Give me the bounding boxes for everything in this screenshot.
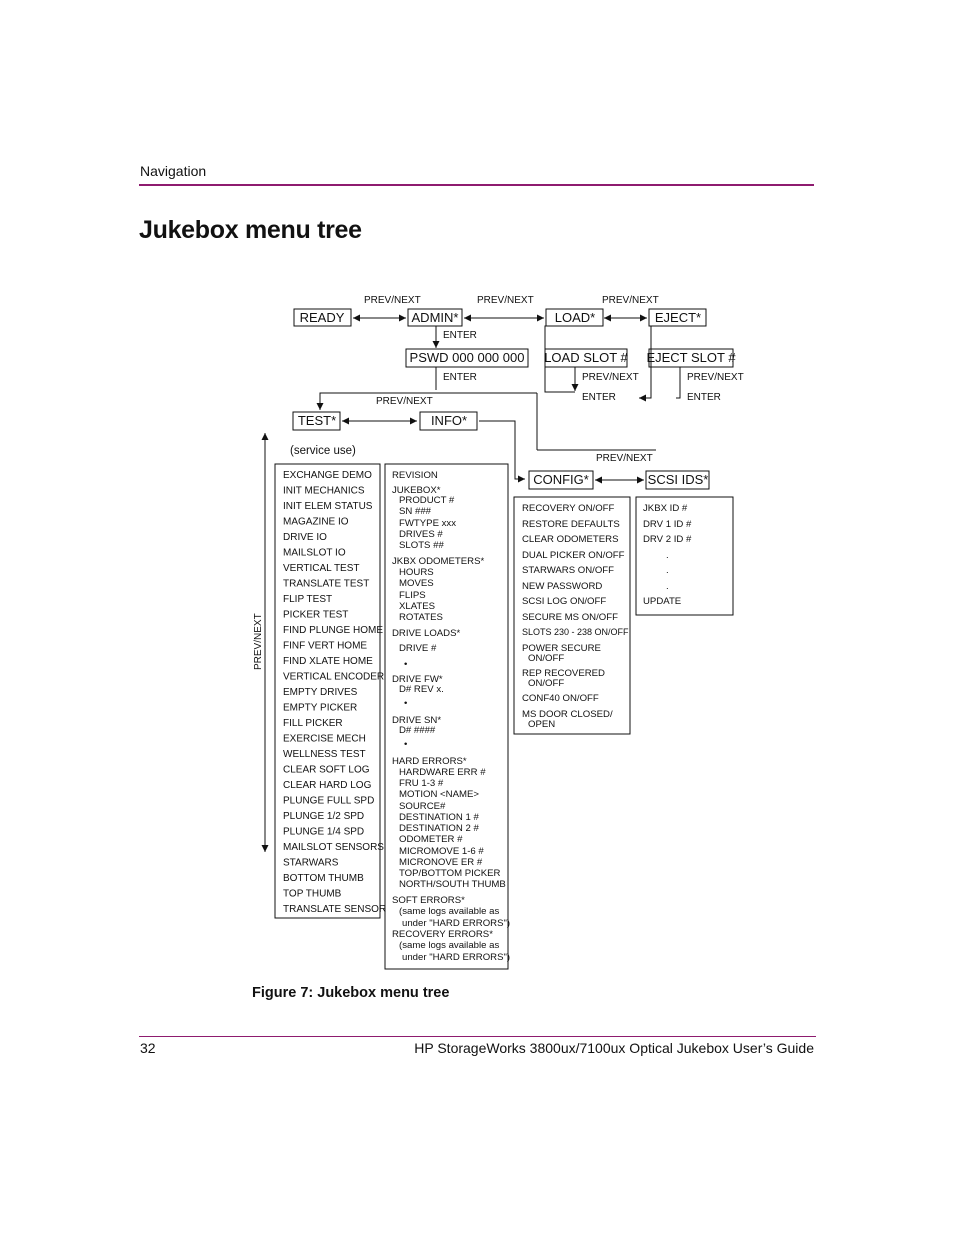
label-enter-admin: ENTER [443, 330, 477, 341]
config-list-item: MS DOOR CLOSED/ [522, 709, 613, 720]
label-prev-next-vertical: PREV/NEXT [253, 613, 264, 670]
test-list-item: EMPTY PICKER [283, 702, 358, 714]
label-prev-next-load: PREV/NEXT [582, 372, 639, 383]
page-title: Jukebox menu tree [139, 216, 362, 244]
test-list-item: INIT ELEM STATUS [283, 501, 373, 512]
config-list-item: SCSI LOG ON/OFF [522, 596, 607, 607]
info-list-item: SN ### [399, 506, 431, 517]
info-list-item: JKBX ODOMETERS* [392, 556, 485, 567]
scsi-list-item: DRV 2 ID # [643, 534, 692, 545]
info-list-item: HARDWARE ERR # [399, 767, 486, 778]
info-list-item: D# #### [399, 725, 436, 736]
config-list-item: SECURE MS ON/OFF [522, 612, 618, 623]
config-list-item: RECOVERY ON/OFF [522, 503, 615, 514]
info-list-item: PRODUCT # [399, 495, 455, 506]
test-list-item: MAILSLOT IO [283, 547, 346, 559]
test-list-item: WELLNESS TEST [283, 749, 366, 760]
label-prev-next-3: PREV/NEXT [602, 295, 659, 306]
info-list-item: under "HARD ERRORS") [402, 952, 511, 963]
test-list-item: STARWARS [283, 857, 339, 869]
test-list-item: FINF VERT HOME [283, 640, 368, 652]
scsi-list-item: UPDATE [643, 596, 682, 607]
label-prev-next-config: PREV/NEXT [596, 453, 653, 464]
info-items [392, 470, 510, 963]
section-header: Navigation [140, 163, 207, 179]
test-list-item: TRANSLATE TEST [283, 578, 370, 590]
info-list-item: JUKEBOX* [392, 485, 441, 496]
info-list-item: HARD ERRORS* [392, 756, 467, 767]
label-enter-eject: ENTER [687, 392, 721, 403]
config-items [522, 503, 629, 730]
node-config: CONFIG* [533, 472, 589, 487]
test-list-item: TRANSLATE SENSOR [283, 904, 387, 915]
info-list-item: FRU 1-3 # [399, 778, 444, 789]
info-list-item: • [404, 659, 408, 670]
info-list-item: DESTINATION 2 # [399, 823, 479, 834]
test-list-item: EMPTY DRIVES [283, 687, 358, 698]
info-list-item: MICROMOVE 1-6 # [399, 846, 484, 857]
label-prev-next-eject: PREV/NEXT [687, 372, 744, 383]
config-list-item: ON/OFF [528, 678, 565, 689]
info-list-item: DRIVES # [399, 529, 443, 540]
config-list-item: OPEN [528, 719, 556, 730]
scsi-list-item: . [666, 565, 669, 576]
info-list-item: • [404, 739, 408, 750]
info-list-item: (same logs available as [399, 940, 500, 951]
info-list-item: TOP/BOTTOM PICKER [399, 868, 501, 879]
node-eject-slot: EJECT SLOT # [646, 350, 736, 365]
node-load: LOAD* [554, 310, 596, 325]
figure-caption: Figure 7: Jukebox menu tree [252, 985, 450, 1001]
scsi-list-item: DRV 1 ID # [643, 519, 692, 530]
info-list-item: HOURS [399, 567, 434, 578]
node-info: INFO* [430, 413, 468, 428]
label-prev-next-test: PREV/NEXT [376, 396, 433, 407]
node-eject: EJECT* [654, 310, 702, 325]
config-list-item: ON/OFF [528, 653, 565, 664]
test-list-item: TOP THUMB [283, 888, 342, 900]
test-list-item: MAGAZINE IO [283, 516, 349, 528]
info-list-item: MICRONOVE ER # [399, 857, 483, 868]
scsi-list-item: . [666, 581, 669, 592]
test-list-item: DRIVE IO [283, 532, 327, 543]
config-list-item: NEW PASSWORD [522, 581, 603, 592]
config-list-item: STARWARS ON/OFF [522, 565, 615, 576]
info-list-item: D# REV x. [399, 684, 444, 695]
info-list-item: ODOMETER # [399, 834, 463, 845]
guide-title: HP StorageWorks 3800ux/7100ux Optical Jukebox User’s Guide [414, 1040, 814, 1056]
info-list-item: RECOVERY ERRORS* [392, 929, 493, 940]
test-list-item: EXERCISE MECH [283, 733, 366, 745]
info-list-item: FWTYPE xxx [399, 518, 457, 529]
config-list-item: REP RECOVERED [522, 668, 605, 679]
test-list-item: CLEAR SOFT LOG [283, 764, 370, 776]
info-list-item: FLIPS [399, 590, 426, 601]
test-list-item: VERTICAL ENCODER [283, 671, 385, 683]
info-list-item: • [404, 698, 408, 709]
info-list-item: DESTINATION 1 # [399, 812, 479, 823]
node-test: TEST* [297, 413, 337, 428]
config-list-item: POWER SECURE [522, 643, 601, 654]
test-list-item: VERTICAL TEST [283, 563, 360, 574]
node-load-slot: LOAD SLOT # [544, 350, 628, 365]
info-list-item: SOFT ERRORS* [392, 895, 465, 906]
config-list-item: CLEAR ODOMETERS [522, 534, 619, 545]
test-list-item: MAILSLOT SENSORS [283, 842, 384, 853]
info-list-item: DRIVE # [399, 643, 437, 654]
config-list-item: DUAL PICKER ON/OFF [522, 550, 625, 561]
info-list-item: SOURCE# [399, 801, 446, 812]
edge-ejectslot-enter [676, 367, 680, 398]
node-admin: ADMIN* [411, 310, 459, 325]
label-enter-load: ENTER [582, 392, 616, 403]
scsi-list-item: JKBX ID # [643, 503, 688, 514]
edge-info-config [479, 421, 525, 479]
test-list-item: FILL PICKER [283, 718, 343, 729]
test-items [283, 470, 386, 915]
label-prev-next-1: PREV/NEXT [364, 295, 421, 306]
test-list-item: CLEAR HARD LOG [283, 780, 372, 791]
info-list-item: DRIVE SN* [392, 715, 442, 726]
config-list-item: CONF40 ON/OFF [522, 693, 599, 704]
test-list-item: PLUNGE 1/2 SPD [283, 811, 365, 822]
info-list-item: SLOTS ## [399, 540, 444, 551]
node-ready: READY [299, 310, 345, 325]
scsi-items [643, 503, 692, 607]
info-list-item: DRIVE LOADS* [392, 628, 461, 639]
test-list-item: INIT MECHANICS [283, 485, 365, 497]
label-prev-next-2: PREV/NEXT [477, 295, 534, 306]
scsi-list-item: . [666, 550, 669, 561]
page-number: 32 [140, 1040, 156, 1056]
node-scsi-ids: SCSI IDS* [647, 472, 709, 487]
test-list-item: FIND XLATE HOME [283, 656, 373, 667]
info-list-item: MOTION <NAME> [399, 789, 479, 800]
info-list-item: REVISION [392, 470, 438, 481]
info-list-item: DRIVE FW* [392, 674, 443, 685]
test-list-item: PLUNGE 1/4 SPD [283, 826, 365, 838]
test-list-item: FLIP TEST [283, 594, 333, 605]
test-list-item: BOTTOM THUMB [283, 873, 364, 884]
info-list-item: ROTATES [399, 612, 443, 623]
footer-rule [139, 1036, 816, 1037]
node-pswd: PSWD 000 000 000 [409, 350, 525, 365]
info-list-item: under "HARD ERRORS") [402, 918, 511, 929]
service-use-note: (service use) [290, 445, 356, 457]
info-list-item: MOVES [399, 578, 434, 589]
test-list-item: PICKER TEST [283, 609, 349, 621]
config-list-item: SLOTS 230 - 238 ON/OFF [522, 627, 629, 637]
info-list-item: XLATES [399, 601, 436, 612]
test-list-item: FIND PLUNGE HOME [283, 625, 384, 636]
config-list-item: RESTORE DEFAULTS [522, 519, 620, 530]
test-list-item: PLUNGE FULL SPD [283, 795, 375, 807]
info-list-item: NORTH/SOUTH THUMB [399, 879, 506, 890]
test-list-item: EXCHANGE DEMO [283, 470, 372, 481]
info-list-item: (same logs available as [399, 906, 500, 917]
label-enter-pswd: ENTER [443, 372, 477, 383]
